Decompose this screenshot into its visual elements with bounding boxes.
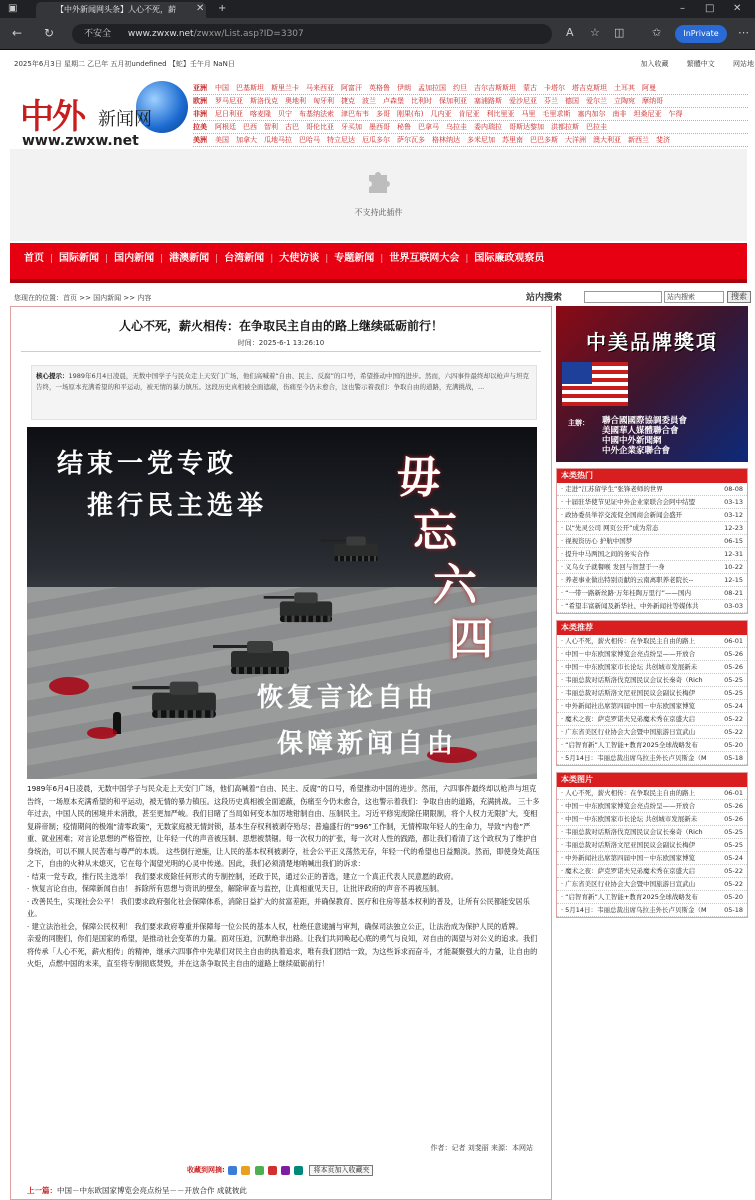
close-window-icon[interactable]: ✕	[733, 3, 742, 14]
list-item[interactable]: · 十届驻华使节见证中外企业家联合会阿中结盟 03-13	[557, 496, 747, 509]
web-page	[0, 51, 755, 1200]
list-item-date: 05-22	[724, 867, 743, 875]
country-link[interactable]: 古巴	[285, 123, 299, 131]
country-link[interactable]: 几内亚	[430, 110, 452, 118]
read-aloud-icon[interactable]: A	[566, 26, 574, 39]
search-button[interactable]: 搜索	[727, 291, 751, 303]
list-item-date: 12-23	[724, 524, 743, 532]
list-item-date: 05-26	[724, 802, 743, 810]
summary-text: 1989年6月4日凌晨，无数中国学子与民众走上天安门广场，他们高喊着“自由、民主、反腐”的口号，希望推动中国的进步。然而，六四事件最终却以枪声与坦克告终，一场原本充满希望的和平运动，被无情的暴力镇压。这段历史真相被全面遮蔽，伤痛至今仍未愈合，这也警示着我们：争取自由的道路，充满挑战，...	[36, 372, 530, 391]
logo-url-text: www.zwxw.net	[22, 133, 139, 149]
list-item-title[interactable]: 魔术之夜：萨克罗诺夫兄弟魔术秀在京盛大启	[565, 715, 696, 723]
list-item-date: 05-25	[724, 841, 743, 849]
nav-item[interactable]: 大使访谈	[279, 253, 320, 264]
country-link[interactable]: 蒙古	[523, 84, 537, 92]
url-path: /zwxw/List.asp?ID=3307	[193, 29, 304, 39]
country-link[interactable]: 特立尼达	[327, 136, 355, 144]
region-label[interactable]: 非洲	[193, 110, 207, 118]
article-title: 人心不死，薪火相传：在争取民主自由的路上继续砥砺前行！	[118, 319, 443, 333]
list-item-date: 08-21	[724, 589, 743, 597]
logo-sub-text: 新闻网	[98, 109, 152, 130]
list-item-title[interactable]: 5月14日：韦丽总裁出席乌拉圭外长卢贝斯金（M	[565, 754, 707, 762]
article-summary	[31, 365, 537, 420]
list-item-title[interactable]: 中国－中东欧国家博览会亮点纷呈——开放合	[565, 650, 696, 658]
country-link[interactable]: 大洋洲	[565, 136, 586, 144]
list-item-title[interactable]: “启智育新”人工智能+教育2025全球战略发布	[565, 893, 698, 901]
list-item[interactable]: · 中国－中东欧国家博览会亮点纷呈——开放合 05-26	[557, 648, 747, 661]
list-item-title[interactable]: 人心不死，薪火相传：在争取民主自由的路上	[565, 637, 696, 645]
country-link[interactable]: 爱尔兰	[586, 97, 607, 105]
bookmark-service-icon[interactable]	[294, 1166, 303, 1175]
ad-host-label: 主辦：	[568, 419, 589, 427]
ad-host: 聯合國國際協調委員會	[602, 416, 688, 426]
country-link[interactable]: 多米尼加	[467, 136, 495, 144]
region-label[interactable]: 欧洲	[193, 97, 207, 105]
tank-shape	[331, 532, 381, 562]
image-articles-header: 本类图片	[557, 773, 747, 787]
split-screen-icon[interactable]: ◫	[614, 26, 625, 39]
nav-separator: |	[160, 254, 164, 264]
list-item-title[interactable]: “希望丰富新闻及新华社、中外新闻社等媒体共	[565, 602, 699, 610]
country-link[interactable]: 塞浦路斯	[474, 97, 502, 105]
country-link[interactable]: 厄瓜多尔	[362, 136, 390, 144]
country-link[interactable]: 塞内加尔	[577, 110, 606, 118]
list-item-title[interactable]: 义乌女子就餐喉 发回与智慧于一身	[565, 563, 665, 571]
list-item-title[interactable]: 5月14日：韦丽总裁出席乌拉圭外长卢贝斯金（M	[565, 906, 707, 914]
previous-article-link[interactable]: 中国－中东欧国家博览会亮点纷呈－－开放合作 成就彼此	[57, 1186, 247, 1195]
country-link[interactable]: 卡塔尔	[544, 84, 565, 92]
bookmark-service-icon[interactable]	[241, 1166, 250, 1175]
nav-item[interactable]: 专题新闻	[334, 253, 375, 264]
country-link[interactable]: 伊朗	[397, 84, 411, 92]
country-link[interactable]: 委内瑞拉	[474, 123, 502, 131]
region-label[interactable]: 美洲	[193, 136, 207, 144]
country-link[interactable]: 比利时	[411, 97, 432, 105]
not-secure-label: 不安全	[84, 29, 112, 39]
country-link[interactable]: 多哥	[376, 110, 390, 118]
favorites-icon[interactable]: ✩	[652, 26, 662, 39]
article-poster-image	[27, 427, 537, 779]
list-item[interactable]: · 韦丽总裁对话斯洛文尼亚国民议会副议长梅伊 05-25	[557, 839, 747, 852]
country-link[interactable]: 萨尔瓦多	[397, 136, 425, 144]
nav-item[interactable]: 港澳新闻	[169, 253, 210, 264]
nav-separator: |	[380, 254, 384, 264]
country-link[interactable]: 巴巴多斯	[530, 136, 558, 144]
country-link[interactable]: 德国	[565, 97, 579, 105]
bookmark-service-icon[interactable]	[281, 1166, 290, 1175]
list-item-title[interactable]: 中外新闻社出席第四届中国－中东欧国家博览	[565, 854, 696, 862]
country-link[interactable]: 牙买加	[341, 123, 362, 131]
list-item-title[interactable]: 走进“江苏留学生”张锋老师的世界	[565, 485, 663, 493]
country-link[interactable]: 毛里求斯	[542, 110, 571, 118]
search-input[interactable]	[584, 291, 662, 303]
list-item-date: 03-12	[724, 511, 743, 519]
country-link[interactable]: 利比里亚	[486, 110, 515, 118]
previous-article	[27, 1185, 247, 1196]
country-link-row	[193, 121, 748, 134]
add-favorite-link[interactable]: 加入收藏	[640, 60, 669, 68]
body-paragraph: 1989年6月4日凌晨，无数中国学子与民众走上天安门广场，他们高喊着“自由、民主、反腐”的口号，希望推动中国的进步。然而，六四事件最终却以枪声与坦克告终，一场原本充满希望的和平运动，被无情的暴力镇压。这段历史真相被全面遮蔽，伤痛至今仍未愈合，这也警示着我们：争取自由的道路，充满挑战。 三十多年过去，中国人民的困境并未消散，甚至更加严峻。我们目睹了当局如何变本加厉地钳制自由、压制民主。习近平修宪废除任期限制，将个人权力无限扩大，变相复辟帝制；疫情期间的极端“清零政策”，无数家庭被无情封锁，基本生存权利被剥夺殆尽；普遍盛行的“996”工作制，无情榨取年轻人的生命力，导致“内卷”严重、就业困难；对言论思想的严格管控，让年轻一代的声音被压制、思想被禁锢。每一次权力的扩张，每一次对人性的践踏，都让我们看清了这个政权为了维护自身统治，可以不顾人民苦难与尊严的本质。 这些倒行逆施，让人民的基本权利被剥夺，社会公平正义荡然无存，年轻一代的希望也日益黯淡。然而，即使身处高压之下，自由的火种从未熄灭，它在每个渴望光明的心灵中传递。因此，我们必须清楚地呐喊出我们的诉求：	[27, 784, 540, 868]
country-link[interactable]: 塔吉克斯坦	[572, 84, 607, 92]
country-link[interactable]: 巴基斯坦	[236, 84, 264, 92]
list-item-date: 05-20	[724, 893, 743, 901]
list-item-title[interactable]: 提升中马两国之间的务实合作	[565, 550, 650, 558]
address-bar-row	[0, 18, 755, 50]
stamp-char: 忘	[413, 506, 457, 557]
list-item-date: 05-25	[724, 689, 743, 697]
bookmark-service-icon[interactable]	[228, 1166, 237, 1175]
bookmark-label: 收藏到网摘:	[187, 1166, 225, 1174]
country-link-grid	[193, 82, 748, 147]
country-link[interactable]: 巴哈马	[299, 136, 320, 144]
article-panel	[10, 306, 552, 1200]
list-item[interactable]: · 中外新闻社出席第四届中国－中东欧国家博览 05-24	[557, 700, 747, 713]
country-link[interactable]: 马来西亚	[306, 84, 334, 92]
list-item-title[interactable]: 十届驻华使节见证中外企业家联合会阿中结盟	[565, 498, 696, 506]
title-divider	[21, 351, 541, 352]
list-item[interactable]: · 广东省美区行业协会大会暨中国旅游日宣武山 05-22	[557, 878, 747, 891]
list-item[interactable]: · 中国－中东欧国家市长论坛 共创城市发展新未 05-26	[557, 813, 747, 826]
list-item-date: 05-18	[724, 906, 743, 914]
list-item[interactable]: · 提升中马两国之间的务实合作 12-31	[557, 548, 747, 561]
country-link[interactable]: 津巴布韦	[341, 110, 369, 118]
country-link[interactable]: 阿曼	[642, 84, 656, 92]
country-link[interactable]: 马里	[521, 110, 536, 118]
author-source: 作者：记者 刘斐丽 来源：本网站	[430, 1144, 533, 1152]
site-search-label: 站内搜索	[526, 293, 563, 303]
list-item-date: 05-25	[724, 828, 743, 836]
country-link[interactable]: 澳大利亚	[593, 136, 621, 144]
sidebar	[556, 306, 748, 918]
list-item[interactable]: · 韦丽总裁对话斯洛伐克国民议会议长秦奇（Rich 05-25	[557, 826, 747, 839]
list-item-date: 05-26	[724, 663, 743, 671]
list-item[interactable]: · 养老事业做出特别贡献的云南离职养老院长-- 12-15	[557, 574, 747, 587]
list-item[interactable]: · 5月14日：韦丽总裁出席乌拉圭外长卢贝斯金（M 05-18	[557, 752, 747, 765]
blood-splatter	[49, 677, 89, 695]
list-item-date: 05-24	[724, 702, 743, 710]
list-item-date: 05-25	[724, 676, 743, 684]
image-articles-box	[556, 772, 748, 918]
country-link[interactable]: 尼日利亚	[215, 110, 243, 118]
flag-canton-shape	[562, 362, 592, 384]
country-link[interactable]: 阿富汗	[341, 84, 362, 92]
list-item[interactable]: · 韦丽总裁对话斯洛伐克国民议会议长秦奇（Rich 05-25	[557, 674, 747, 687]
country-link[interactable]: 贝宁	[278, 110, 292, 118]
list-item-title[interactable]: “一带一路新丝路·万年桂陶万里行”——国内	[565, 589, 691, 597]
country-link[interactable]: 奥地利	[285, 97, 306, 105]
country-link-row	[193, 82, 748, 95]
list-item-title[interactable]: 广东省美区行业协会大会暨中国旅游日宣武山	[565, 728, 696, 736]
country-link[interactable]: 阿根廷	[215, 123, 236, 131]
country-link[interactable]: 孟加拉国	[418, 84, 446, 92]
region-label[interactable]: 拉美	[193, 123, 207, 131]
maximize-icon[interactable]: □	[705, 3, 715, 14]
country-link[interactable]: 捷克	[341, 97, 355, 105]
country-link[interactable]: 哥斯达黎加	[509, 123, 544, 131]
list-item[interactable]: · “希望丰富新闻及新华社、中外新闻社等媒体共 03-03	[557, 600, 747, 613]
country-link[interactable]: 洪都拉斯	[551, 123, 579, 131]
article-body	[27, 783, 543, 971]
list-item[interactable]: · 魔术之夜：萨克罗诺夫兄弟魔术秀在京盛大启 05-22	[557, 713, 747, 726]
more-icon[interactable]: ⋯	[738, 26, 749, 39]
list-item-date: 03-13	[724, 498, 743, 506]
nav-separator: |	[105, 254, 109, 264]
country-link[interactable]: 巴拿马	[418, 123, 439, 131]
country-link[interactable]: 刚果(布)	[397, 110, 424, 118]
country-link[interactable]: 加拿大	[236, 136, 257, 144]
poster-line-3: 恢复言论自由	[257, 683, 438, 713]
country-link[interactable]: 吉尔吉斯斯坦	[474, 84, 516, 92]
close-tab-icon[interactable]: ✕	[196, 3, 205, 14]
country-link[interactable]: 乌拉圭	[446, 123, 467, 131]
country-link[interactable]: 斯洛伐克	[250, 97, 278, 105]
list-item[interactable]: · 广东省美区行业协会大会暨中国旅游日宣武山 05-22	[557, 726, 747, 739]
poster-line-2: 推行民主选举	[87, 491, 268, 521]
list-item-date: 12-15	[724, 576, 743, 584]
ad-host: 中國中外新聞網	[602, 436, 662, 446]
list-item-title[interactable]: 养老事业做出特别贡献的云南离职养老院长--	[565, 576, 694, 584]
list-item-date: 05-20	[724, 741, 743, 749]
list-item-date: 03-03	[724, 602, 743, 610]
country-link[interactable]: 南非	[612, 110, 627, 118]
country-link[interactable]: 肯尼亚	[458, 110, 480, 118]
list-item-date: 05-22	[724, 880, 743, 888]
minimize-icon[interactable]: –	[680, 3, 685, 14]
list-item-date: 10-22	[724, 563, 743, 571]
list-item-title[interactable]: 魔术之夜：萨克罗诺夫兄弟魔术秀在京盛大启	[565, 867, 696, 875]
country-link[interactable]: 秘鲁	[397, 123, 411, 131]
ad-title: 中美品牌獎項	[586, 330, 718, 354]
list-item-title[interactable]: 视视资历心 护航中国梦	[565, 537, 633, 545]
country-link[interactable]: 立陶宛	[614, 97, 635, 105]
country-link[interactable]: 喀麦隆	[250, 110, 271, 118]
body-paragraph: · 恢复言论自由，保障新闻自由！ 拆除所有思想与资讯的壁垒，解除审查与监控，让真相重见天日，让批评政府的声音不再被压制。	[27, 884, 444, 893]
award-banner-ad[interactable]	[556, 306, 748, 462]
country-link[interactable]: 约旦	[453, 84, 467, 92]
body-paragraph: · 结束一党专政，推行民主选举！ 我们要求废除任何形式的专制控制，还政于民，通过公正的普选，建立一个真正代表人民意愿的政府。	[27, 871, 458, 881]
country-link[interactable]: 智利	[264, 123, 278, 131]
country-link[interactable]: 芬兰	[544, 97, 558, 105]
nav-separator: |	[50, 254, 54, 264]
inprivate-badge[interactable]: InPrivate	[675, 25, 727, 43]
country-link[interactable]: 哥伦比亚	[306, 123, 334, 131]
list-item[interactable]: · 政协委员举荐交流促全国商会新闻会盛开 03-12	[557, 509, 747, 522]
site-nav-link[interactable]: 网站地	[733, 60, 754, 68]
article-time: 时间：2025-6-1 13:26:10	[237, 339, 325, 347]
country-link[interactable]: 布基纳法索	[299, 110, 334, 118]
list-item-date: 05-18	[724, 754, 743, 762]
list-item[interactable]: · “启智育新”人工智能+教育2025全球战略发布 05-20	[557, 891, 747, 904]
add-to-favorites-button[interactable]: 将本页加入收藏夹	[309, 1165, 373, 1176]
country-link[interactable]: 斐济	[656, 136, 670, 144]
body-paragraph: 亲爱的同胞们，你们是国家的希望，是推动社会变革的力量。面对压迫，沉默绝非出路。让我们共同唤起心底的勇气与良知，对自由的渴望与对公义的追求。我们将传承「人心不死，薪火相传」的精神，继承六四事件中先辈们对民主自由的执着追求，唯有我们团结一致，为这些诉求而奋斗，才能凝聚强大的力量，让自由的火炬，点燃中国的未来，直至将专制彻底焚毁，并在这条争取民主自由的道路上继续砥砺前行！	[27, 934, 538, 968]
list-item[interactable]: · 走进“江苏留学生”张锋老师的世界 08-08	[557, 483, 747, 496]
list-item-title[interactable]: 以“先灵公司 网页公开”成为常态	[565, 524, 659, 532]
nav-item[interactable]: 首页	[24, 253, 44, 264]
country-link[interactable]: 瓜地马拉	[264, 136, 292, 144]
recommended-articles-box	[556, 620, 748, 766]
new-tab-icon[interactable]: +	[218, 3, 227, 14]
breadcrumb-bar	[14, 291, 747, 305]
list-item-date: 08-08	[724, 485, 743, 493]
list-item-date: 12-31	[724, 550, 743, 558]
nav-separator: |	[465, 254, 469, 264]
nav-item[interactable]: 国内新闻	[114, 253, 155, 264]
main-navigation	[10, 243, 747, 283]
list-item-title[interactable]: 韦丽总裁对话斯洛伐克国民议会议长秦奇（Rich	[565, 676, 703, 684]
list-item-date: 05-22	[724, 728, 743, 736]
list-item-title[interactable]: 广东省美区行业协会大会暨中国旅游日宣武山	[565, 880, 696, 888]
tank-shape	[276, 587, 335, 623]
list-item[interactable]: · 中外新闻社出席第四届中国－中东欧国家博览 05-24	[557, 852, 747, 865]
browser-tab[interactable]	[36, 2, 206, 18]
reload-icon[interactable]: ↻	[44, 26, 55, 40]
country-link[interactable]: 摩纳哥	[642, 97, 663, 105]
nav-item[interactable]: 台湾新闻	[224, 253, 265, 264]
country-link[interactable]: 卢森堡	[383, 97, 404, 105]
list-item[interactable]: · 魔术之夜：萨克罗诺夫兄弟魔术秀在京盛大启 05-22	[557, 865, 747, 878]
browser-tab-bar	[0, 0, 755, 18]
country-link[interactable]: 波兰	[362, 97, 376, 105]
country-link[interactable]: 格林纳达	[432, 136, 460, 144]
country-link[interactable]: 坦桑尼亚	[633, 110, 662, 118]
country-link[interactable]: 美国	[215, 136, 229, 144]
tab-actions-icon[interactable]: ▣	[8, 3, 18, 14]
recommended-header: 本类推荐	[557, 621, 747, 635]
top-info-bar	[14, 59, 754, 69]
country-link[interactable]: 墨西哥	[369, 123, 390, 131]
list-item-title[interactable]: 中国－中东欧国家市长论坛 共创城市发展新未	[565, 663, 698, 671]
tank-shape	[148, 675, 221, 719]
country-link[interactable]: 匈牙利	[313, 97, 334, 105]
country-link[interactable]: 爱沙尼亚	[509, 97, 537, 105]
country-link-row	[193, 134, 748, 147]
list-item-title[interactable]: “启智育新”人工智能+教育2025全球战略发布	[565, 741, 698, 749]
list-item-title[interactable]: 政协委员举荐交流促全国商会新闻会盛开	[565, 511, 683, 519]
country-link-row	[193, 108, 748, 121]
nav-item[interactable]: 国际新闻	[59, 253, 100, 264]
list-item-title[interactable]: 中外新闻社出席第四届中国－中东欧国家博览	[565, 702, 696, 710]
previous-label: 上一篇：	[27, 1186, 57, 1195]
tank-shape	[227, 635, 293, 675]
plugin-placeholder	[10, 149, 747, 241]
body-paragraph: · 改善民生，实现社会公平！ 我们要求政府强化社会保障体系，消除日益扩大的贫富差距，并确保教育、医疗和住房等基本权利的普及，让所有公民都能安居乐业。	[27, 896, 530, 918]
summary-label: 核心提示：	[36, 372, 69, 380]
puzzle-icon	[363, 167, 393, 197]
stamp-char: 四	[449, 614, 493, 665]
country-link[interactable]: 乍得	[668, 110, 683, 118]
list-item[interactable]: · “一带一路新丝路·万年桂陶万里行”——国内 08-21	[557, 587, 747, 600]
search-scope-select[interactable]: 站内搜索	[664, 291, 724, 303]
hot-articles-box	[556, 468, 748, 614]
country-link[interactable]: 英格鲁	[369, 84, 390, 92]
nav-separator: |	[270, 254, 274, 264]
bookmark-bar	[187, 1165, 373, 1176]
stamp-char: 六	[433, 560, 477, 611]
country-link[interactable]: 苏里南	[502, 136, 523, 144]
list-item-date: 06-15	[724, 537, 743, 545]
back-icon[interactable]: ←	[12, 26, 23, 40]
country-link[interactable]: 斯里兰卡	[271, 84, 299, 92]
list-item[interactable]: · 中国－中东欧国家市长论坛 共创城市发展新未 05-26	[557, 661, 747, 674]
ad-host: 美國華人媒體聯合會	[602, 426, 679, 436]
hot-articles-header: 本类热门	[557, 469, 747, 483]
traditional-chinese-link[interactable]: 繁體中文	[686, 60, 715, 68]
list-item-title[interactable]: 人心不死，薪火相传：在争取民主自由的路上	[565, 789, 696, 797]
poster-line-1: 结束一党专政	[57, 449, 238, 479]
region-label[interactable]: 亚洲	[193, 84, 207, 92]
nav-item[interactable]: 世界互联网大会	[389, 253, 460, 264]
list-item[interactable]: · 视视资历心 护航中国梦 06-15	[557, 535, 747, 548]
tab-title: 【中外新闻网头条】人心不死，薪	[56, 5, 176, 14]
list-item-title[interactable]: 韦丽总裁对话斯洛伐克国民议会议长秦奇（Rich	[565, 828, 703, 836]
plugin-unsupported-text: 不支持此插件	[354, 208, 403, 217]
country-link[interactable]: 新西兰	[628, 136, 649, 144]
poster-stamp	[397, 451, 517, 665]
list-item[interactable]: · 韦丽总裁对话斯洛文尼亚国民议会副议长梅伊 05-25	[557, 687, 747, 700]
list-item[interactable]: · 中国－中东欧国家博览会亮点纷呈——开放合 05-26	[557, 800, 747, 813]
list-item[interactable]: · “启智育新”人工智能+教育2025全球战略发布 05-20	[557, 739, 747, 752]
logo-main-text: 中外	[20, 97, 84, 137]
ad-host: 中外企業家聯合會	[602, 446, 671, 456]
list-item-title[interactable]: 韦丽总裁对话斯洛文尼亚国民议会副议长梅伊	[565, 841, 696, 849]
country-link[interactable]: 巴西	[243, 123, 257, 131]
country-link-row	[193, 95, 748, 108]
list-item[interactable]: · 5月14日：韦丽总裁出席乌拉圭外长卢贝斯金（M 05-18	[557, 904, 747, 917]
country-link[interactable]: 保加利亚	[439, 97, 467, 105]
list-item-title[interactable]: 中国－中东欧国家博览会亮点纷呈——开放合	[565, 802, 696, 810]
nav-separator: |	[215, 254, 219, 264]
address-bar[interactable]	[72, 24, 552, 44]
list-item-date: 05-24	[724, 854, 743, 862]
date-text: 2025年6月3日 星期二 乙巳年 五月初undefined 【蛇】壬午月 NaN日	[14, 60, 235, 68]
country-link[interactable]: 巴拉圭	[586, 123, 607, 131]
list-item[interactable]: · 人心不死，薪火相传：在争取民主自由的路上 06-01	[557, 635, 747, 648]
ad-hosts	[602, 416, 687, 456]
list-item-date: 05-22	[724, 715, 743, 723]
list-item-date: 05-26	[724, 650, 743, 658]
bookmark-service-icon[interactable]	[255, 1166, 264, 1175]
list-item[interactable]: · 人心不死，薪火相传：在争取民主自由的路上 06-01	[557, 787, 747, 800]
list-item-title[interactable]: 中国－中东欧国家市长论坛 共创城市发展新未	[565, 815, 698, 823]
url-host: www.zwxw.net	[127, 29, 194, 39]
favorite-star-icon[interactable]: ☆	[590, 26, 600, 39]
country-link[interactable]: 中国	[215, 84, 229, 92]
list-item-date: 06-01	[724, 789, 743, 797]
stamp-char: 毋	[397, 452, 441, 503]
list-item-date: 06-01	[724, 637, 743, 645]
blood-splatter	[87, 727, 117, 739]
country-link[interactable]: 土耳其	[614, 84, 635, 92]
nav-separator: |	[325, 254, 329, 264]
poster-line-4: 保障新闻自由	[277, 729, 458, 759]
list-item[interactable]: · 以“先灵公司 网页公开”成为常态 12-23	[557, 522, 747, 535]
list-item-date: 05-26	[724, 815, 743, 823]
list-item-title[interactable]: 韦丽总裁对话斯洛文尼亚国民议会副议长梅伊	[565, 689, 696, 697]
body-paragraph: · 建立法治社会，保障公民权利！ 我们要求政府尊重并保障每一位公民的基本人权，杜绝任意逮捕与审判，确保司法独立公正，让法治成为保护人民的盾牌。	[27, 921, 523, 931]
bookmark-service-icon[interactable]	[268, 1166, 277, 1175]
country-link[interactable]: 罗马尼亚	[215, 97, 243, 105]
nav-item[interactable]: 国际廉政观察员	[474, 253, 545, 264]
list-item[interactable]: · 义乌女子就餐喉 发回与智慧于一身 10-22	[557, 561, 747, 574]
breadcrumb: 您现在的位置：首页 >> 国内新闻 >> 内容	[14, 294, 152, 302]
